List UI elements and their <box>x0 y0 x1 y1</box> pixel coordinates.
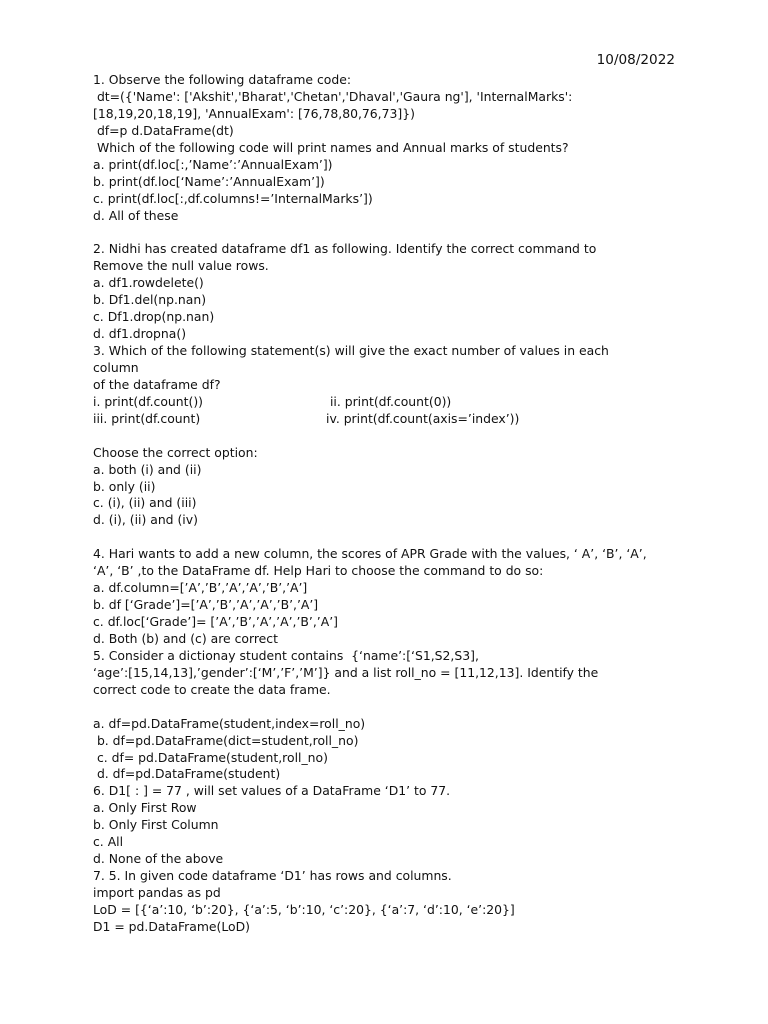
question-5-line: correct code to create the data frame. <box>93 681 331 697</box>
statement-iii: iii. print(df.count) <box>93 410 201 426</box>
code-line: LoD = [{‘a’:10, ‘b’:20}, {‘a’:5, ‘b’:10, ‘c’:20}, {‘a’:7, ‘d’:10, ‘e’:20}] <box>93 901 515 917</box>
question-3-prompt: Choose the correct option: <box>93 444 258 460</box>
question-4-option: d. Both (b) and (c) are correct <box>93 630 278 646</box>
question-5-line: 5. Consider a dictionay student contains {‘name’:[‘S1,S2,S3], <box>93 647 479 663</box>
question-sheet <box>93 72 693 936</box>
question-3-line: 3. Which of the following statement(s) will give the exact number of values in each <box>93 343 609 358</box>
code-line: import pandas as pd <box>93 885 221 900</box>
question-3-statement-row <box>93 394 693 411</box>
question-2-option: b. Df1.del(np.nan) <box>93 292 207 308</box>
code-line: D1 = pd.DataFrame(LoD) <box>93 918 251 934</box>
spacer <box>93 428 693 445</box>
spacer <box>93 699 693 716</box>
question-5-option: d. df=pd.DataFrame(student) <box>93 766 281 782</box>
question-3-option: b. only (ii) <box>93 478 156 494</box>
question-4 <box>93 546 693 648</box>
question-6-option: d. None of the above <box>93 851 224 867</box>
question-4-line: ‘A’, ‘B’ ,to the DataFrame df. Help Hari to choose the command to do so: <box>93 563 544 579</box>
question-3-line: column <box>93 359 139 375</box>
question-1-option: a. print(df.loc[:,’Name’:’AnnualExam’]) <box>93 156 333 172</box>
statement-ii: ii. print(df.count(0)) <box>326 393 452 409</box>
question-3 <box>93 343 693 529</box>
question-5-option: a. df=pd.DataFrame(student,index=roll_no) <box>93 715 366 731</box>
question-4-line: 4. Hari wants to add a new column, the scores of APR Grade with the values, ‘ A’, ‘B’, ‘A’, <box>93 546 647 562</box>
question-2-line: Remove the null value rows. <box>93 258 269 274</box>
question-3-option: a. both (i) and (ii) <box>93 461 202 477</box>
question-4-option: a. df.column=[’A’,’B’,’A’,’A’,’B’,’A’] <box>93 580 308 596</box>
question-5-option: c. df= pd.DataFrame(student,roll_no) <box>93 749 328 765</box>
question-4-option: b. df [‘Grade’]=[’A’,’B’,’A’,’A’,’B’,’A’] <box>93 597 319 613</box>
question-1-line: dt=({'Name': ['Akshit','Bharat','Chetan','Dhaval','Gaura ng'], 'InternalMarks': <box>93 88 573 104</box>
question-6-option: b. Only First Column <box>93 817 219 833</box>
question-6 <box>93 783 693 868</box>
question-1-line: df=p d.DataFrame(dt) <box>93 122 234 138</box>
question-6-line: 6. D1[ : ] = 77 , will set values of a DataFrame ‘D1’ to 77. <box>93 783 451 799</box>
spacer <box>93 224 693 241</box>
question-6-option: c. All <box>93 834 124 850</box>
statement-i: i. print(df.count()) <box>93 393 203 409</box>
question-7 <box>93 868 693 936</box>
document-date: 10/08/2022 <box>596 52 675 68</box>
question-1-option: c. print(df.loc[:,df.columns!=’InternalMarks’]) <box>93 190 373 206</box>
question-1-line: [18,19,20,18,19], 'AnnualExam': [76,78,80,76,73]}) <box>93 105 415 121</box>
question-4-option: c. df.loc[‘Grade’]= [’A’,’B’,’A’,’A’,’B’,’A’] <box>93 614 338 629</box>
question-2-line: 2. Nidhi has created dataframe df1 as following. Identify the correct command to <box>93 241 597 257</box>
question-1-line: Which of the following code will print names and Annual marks of students? <box>93 139 569 155</box>
question-2-option: d. df1.dropna() <box>93 326 187 342</box>
question-3-option: c. (i), (ii) and (iii) <box>93 495 197 511</box>
spacer <box>93 529 693 546</box>
question-1-option: b. print(df.loc[‘Name’:’AnnualExam’]) <box>93 173 325 189</box>
statement-iv: iv. print(df.count(axis=’index’)) <box>326 410 520 426</box>
question-5-line: ‘age’:[15,14,13],’gender’:[‘M’,’F’,’M’]} and a list roll_no = [11,12,13]. Identify the <box>93 664 599 680</box>
question-3-option: d. (i), (ii) and (iv) <box>93 512 198 528</box>
question-3-statement-row <box>93 411 693 428</box>
question-1-line: 1. Observe the following dataframe code: <box>93 72 352 87</box>
question-6-option: a. Only First Row <box>93 800 197 816</box>
question-2-option: c. Df1.drop(np.nan) <box>93 309 215 325</box>
question-1-option: d. All of these <box>93 207 179 223</box>
question-2-option: a. df1.rowdelete() <box>93 275 204 291</box>
question-3-line: of the dataframe df? <box>93 376 221 392</box>
question-5 <box>93 648 693 784</box>
question-7-line: 7. 5. In given code dataframe ‘D1’ has rows and columns. <box>93 868 452 884</box>
question-2 <box>93 241 693 343</box>
question-1 <box>93 72 693 224</box>
question-5-option: b. df=pd.DataFrame(dict=student,roll_no) <box>93 732 359 748</box>
